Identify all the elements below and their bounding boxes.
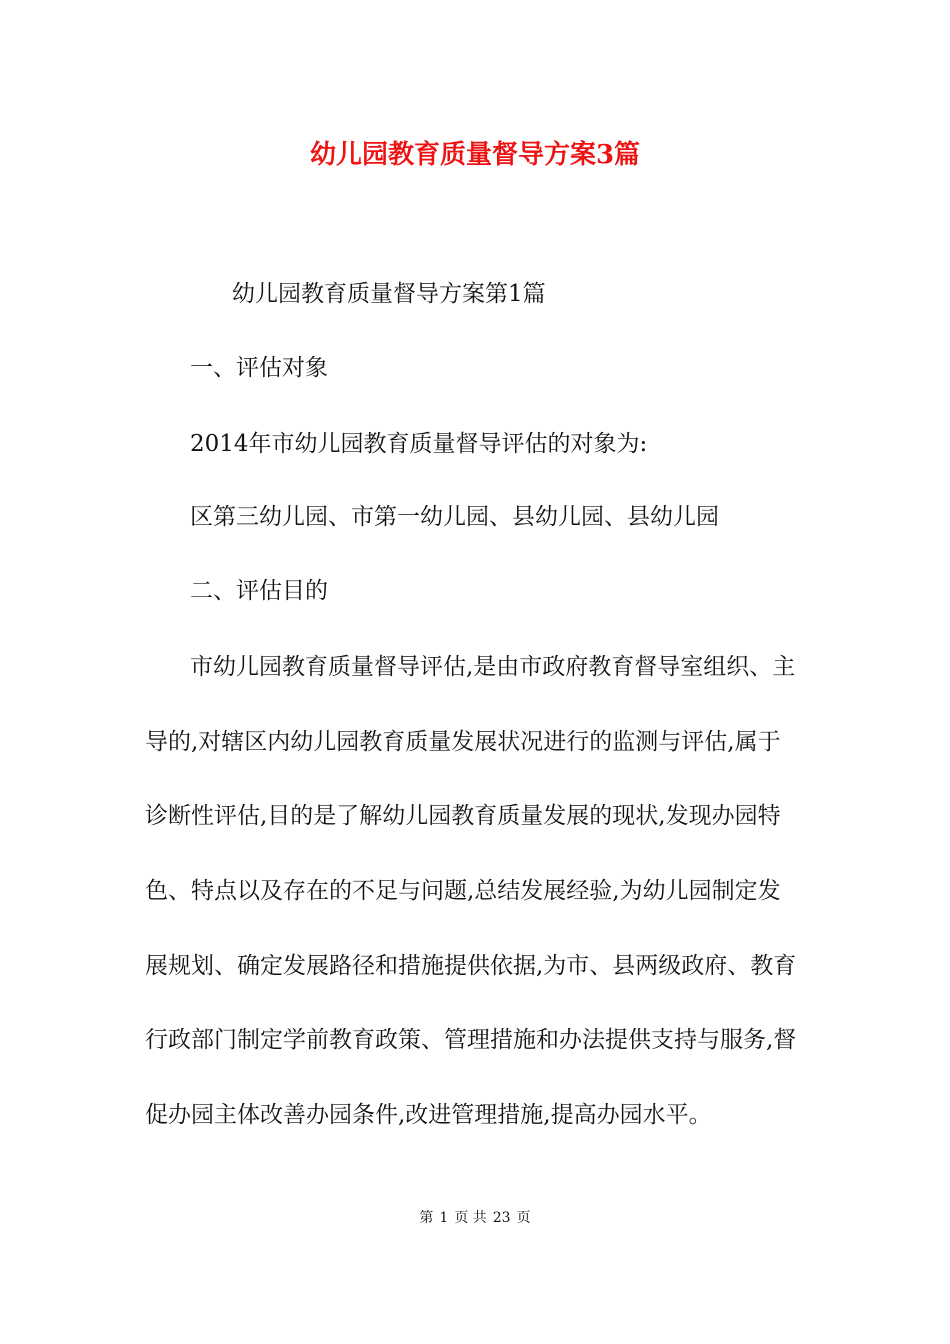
footer-suffix: 页: [516, 1210, 531, 1226]
purpose-line: 诊断性评估,目的是了解幼儿园教育质量发展的现状,发现办园特: [145, 803, 781, 829]
footer-page-number: 1: [439, 1210, 449, 1226]
heading-evaluation-purpose: 二、评估目的: [190, 578, 328, 604]
object-list: 区第三幼儿园、市第一幼儿园、县幼儿园、县幼儿园: [190, 504, 719, 530]
footer-total-pages: 23: [492, 1210, 511, 1226]
purpose-line: 展规划、确定发展路径和措施提供依据,为市、县两级政府、教育: [145, 953, 797, 979]
object-intro: 2014年市幼儿园教育质量督导评估的对象为:: [190, 431, 648, 457]
purpose-line: 市幼儿园教育质量督导评估,是由市政府教育督导室组织、主: [190, 654, 796, 680]
heading-evaluation-object: 一、评估对象: [190, 355, 328, 381]
footer-mid: 页 共: [454, 1210, 487, 1226]
purpose-line: 促办园主体改善办园条件,改进管理措施,提高办园水平。: [145, 1102, 712, 1128]
purpose-line: 导的,对辖区内幼儿园教育质量发展状况进行的监测与评估,属于: [145, 729, 781, 755]
page-footer: [0, 1208, 950, 1228]
purpose-line: 行政部门制定学前教育政策、管理措施和办法提供支持与服务,督: [145, 1027, 797, 1053]
footer-prefix: 第: [419, 1210, 434, 1226]
section-heading: 幼儿园教育质量督导方案第1篇: [232, 281, 546, 307]
document-title: 幼儿园教育质量督导方案3篇: [309, 140, 641, 170]
purpose-line: 色、特点以及存在的不足与问题,总结发展经验,为幼儿园制定发: [145, 878, 781, 904]
